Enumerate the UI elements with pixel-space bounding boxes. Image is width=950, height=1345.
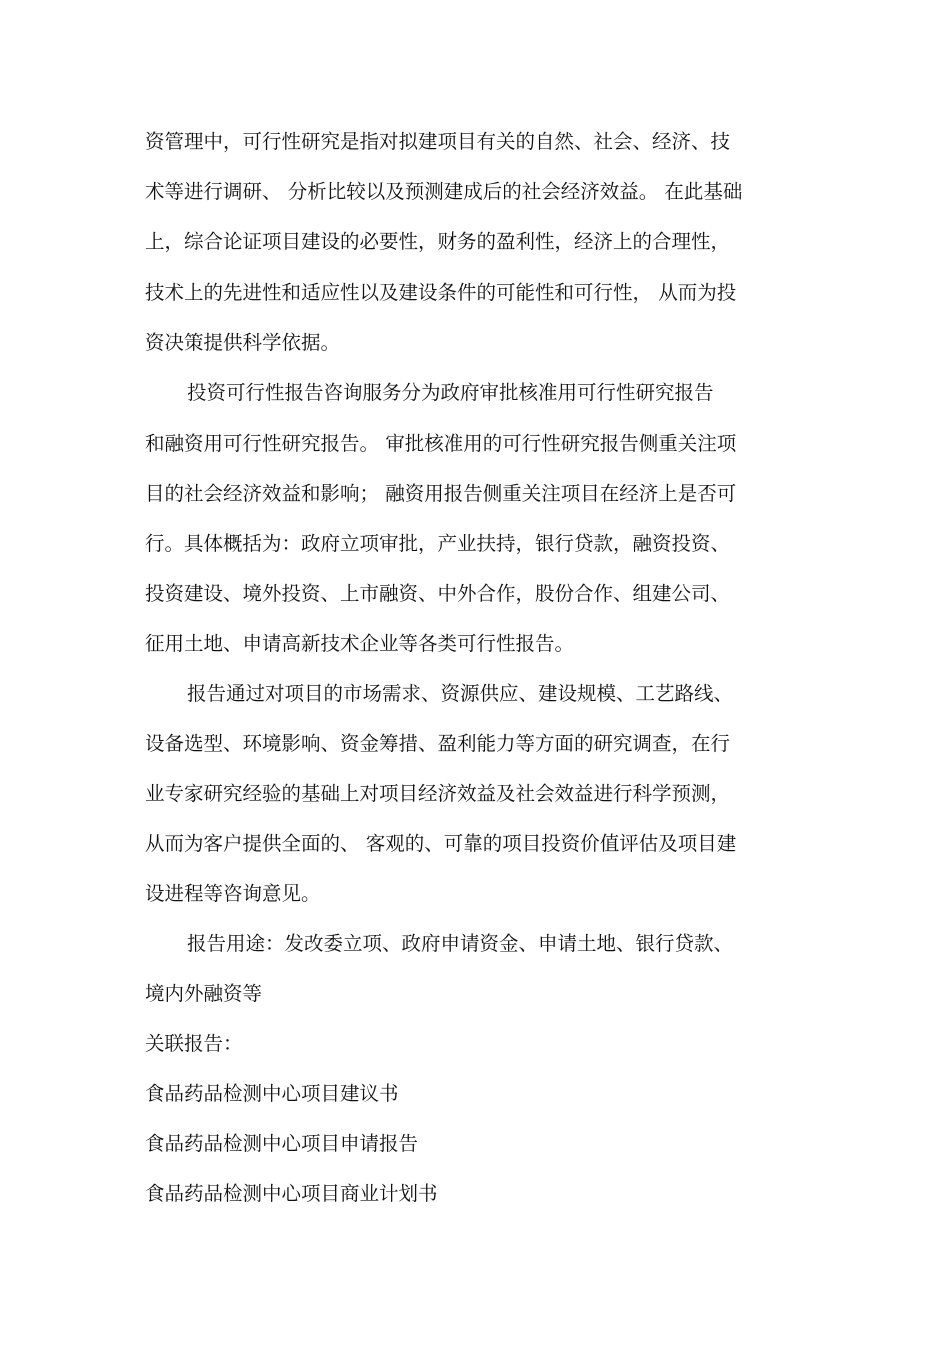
paragraph-line: 设备选型、环境影响、资金筹措、盈利能力等方面的研究调查，在行: [145, 732, 731, 755]
paragraph-line: 业专家研究经验的基础上对项目经济效益及社会效益进行科学预测，: [145, 782, 731, 805]
paragraph-line: 技术上的先进性和适应性以及建设条件的可能性和可行性， 从而为投: [145, 281, 737, 304]
related-report-item: 食品药品检测中心项目商业计划书: [145, 1182, 438, 1205]
paragraph-line: 资管理中，可行性研究是指对拟建项目有关的自然、社会、经济、技: [145, 130, 731, 153]
paragraph-line: 上，综合论证项目建设的必要性，财务的盈利性，经济上的合理性，: [145, 230, 731, 253]
paragraph-line: 投资可行性报告咨询服务分为政府审批核准用可行性研究报告: [187, 381, 714, 404]
paragraph-line: 境内外融资等: [145, 982, 263, 1005]
related-report-item: 食品药品检测中心项目申请报告: [145, 1132, 419, 1155]
paragraph-line: 从而为客户提供全面的、 客观的、可靠的项目投资价值评估及项目建: [145, 832, 737, 855]
paragraph-line: 投资建设、境外投资、上市融资、中外合作，股份合作、组建公司、: [145, 582, 731, 605]
related-report-item: 食品药品检测中心项目建议书: [145, 1082, 399, 1105]
paragraph-line: 报告用途：发改委立项、政府申请资金、申请土地、银行贷款、: [187, 932, 734, 955]
paragraph-line: 目的社会经济效益和影响； 融资用报告侧重关注项目在经济上是否可: [145, 482, 737, 505]
paragraph-line: 术等进行调研、 分析比较以及预测建成后的社会经济效益。 在此基础: [145, 180, 743, 203]
paragraph-line: 设进程等咨询意见。: [145, 882, 321, 905]
paragraph-line: 行。具体概括为：政府立项审批，产业扶持，银行贷款，融资投资、: [145, 532, 731, 555]
paragraph-line: 征用土地、申请高新技术企业等各类可行性报告。: [145, 632, 575, 655]
paragraph-line: 资决策提供科学依据。: [145, 331, 341, 354]
paragraph-line: 和融资用可行性研究报告。 审批核准用的可行性研究报告侧重关注项: [145, 432, 737, 455]
paragraph-line: 报告通过对项目的市场需求、资源供应、建设规模、工艺路线、: [187, 682, 734, 705]
related-reports-heading: 关联报告：: [145, 1032, 243, 1055]
